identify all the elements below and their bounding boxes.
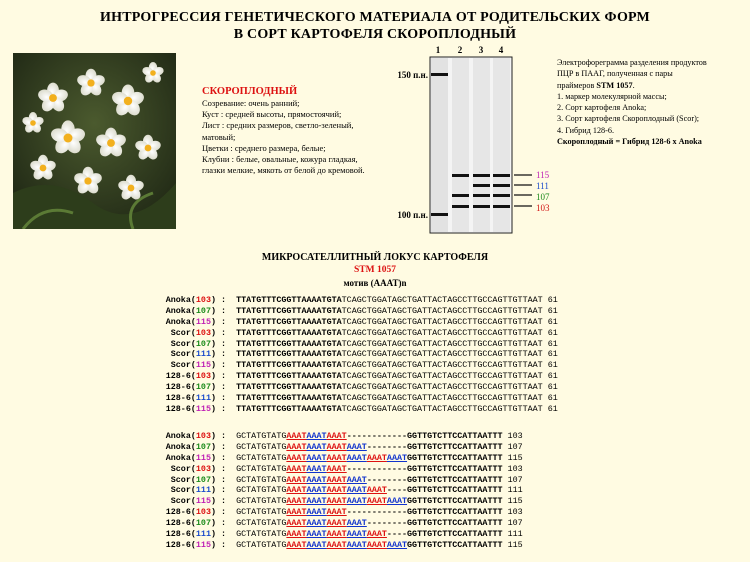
trait-line: глазки мелкие, мякоть от белой до кремовой.	[202, 165, 365, 176]
seq-conserved: TCAGCTGGATAGCTGATTACTAGCCTTGCCAGTTGTTAAT	[341, 349, 543, 360]
sample-label: 128-6(111)	[165, 393, 216, 404]
allele-size: 103	[195, 463, 211, 474]
sample-label: Scor(115)	[170, 496, 216, 507]
seq-suffix: GGTTGTCTTCCATTAATTT	[407, 539, 503, 550]
seq-position: 61	[547, 403, 558, 414]
seq-conserved: TCAGCTGGATAGCTGATTACTAGCCTTGCCAGTTGTTAAT	[341, 360, 543, 371]
separator: :	[216, 360, 237, 371]
sample-name: Scor	[170, 360, 191, 371]
separator: :	[216, 316, 237, 327]
lane-label-1: 1	[435, 45, 441, 55]
seq-conserved-bold: TTATGTTTCGGTTAAAATGTA	[236, 403, 342, 414]
lane-label-3: 3	[478, 45, 484, 55]
repeat-unit: AAAT	[386, 452, 408, 463]
repeat-unit: AAAT	[286, 474, 307, 485]
allele-size: 115	[195, 496, 211, 507]
seq-prefix: GCTATGTATG	[236, 496, 287, 507]
seq-length: 115	[507, 496, 523, 507]
sequence-row	[150, 382, 558, 393]
band-lane4-103	[493, 205, 510, 208]
repeat-unit: AAAT	[326, 485, 347, 496]
seq-conserved: TCAGCTGGATAGCTGATTACTAGCCTTGCCAGTTGTTAAT	[341, 338, 543, 349]
sample-name: Anoka	[165, 305, 191, 316]
sequence-row	[150, 518, 523, 529]
band-lane4-111	[493, 184, 510, 187]
sample-name: Scor	[170, 338, 191, 349]
seq-suffix: GGTTGTCTTCCATTAATTT	[407, 463, 503, 474]
seq-conserved: TCAGCTGGATAGCTGATTACTAGCCTTGCCAGTTGTTAAT	[341, 305, 543, 316]
legend-item: 3. Сорт картофеля Скороплодный (Scor);	[557, 114, 700, 124]
sample-name: Scor	[170, 463, 191, 474]
repeat-unit: AAAT	[346, 539, 367, 550]
seq-position: 61	[547, 316, 558, 327]
seq-conserved-bold: TTATGTTTCGGTTAAAATGTA	[236, 327, 342, 338]
separator: :	[216, 403, 237, 414]
sample-label: Anoka(103)	[165, 295, 216, 305]
allele-size: 103	[195, 327, 211, 338]
repeat-unit: AAAT	[386, 539, 408, 550]
band-label-103: 103	[536, 203, 550, 213]
sample-label: Scor(111)	[170, 349, 216, 360]
sample-name: 128-6	[165, 529, 191, 540]
sample-label: 128-6(111)	[165, 529, 216, 540]
separator: :	[216, 327, 237, 338]
locus-motif: мотив (AAAT)n	[343, 278, 407, 288]
seq-prefix: GCTATGTATG	[236, 463, 287, 474]
seq-length: 115	[507, 452, 523, 463]
marker-band-100	[431, 213, 448, 216]
band-label-115: 115	[536, 170, 550, 180]
sample-name: 128-6	[165, 371, 191, 382]
sample-label: Scor(111)	[170, 485, 216, 496]
sequence-alignment-repeat	[150, 431, 523, 551]
band-lane3-107	[473, 194, 490, 197]
separator: :	[216, 441, 237, 452]
repeat-unit: AAAT	[326, 474, 347, 485]
repeat-unit: AAAT	[306, 474, 327, 485]
seq-length: 115	[507, 539, 523, 550]
allele-size: 103	[195, 295, 211, 305]
repeat-unit: AAAT	[306, 485, 327, 496]
trait-line: матовый;	[202, 131, 236, 142]
sequence-row	[150, 295, 558, 306]
allele-size: 103	[195, 371, 211, 382]
seq-length: 103	[507, 507, 523, 518]
sample-label: Anoka(115)	[165, 452, 216, 463]
band-lane2-115	[452, 174, 469, 177]
sequence-row	[150, 485, 523, 496]
variety-name: СКОРОПЛОДНЫЙ	[202, 86, 298, 97]
repeat-unit: AAAT	[326, 431, 347, 441]
sample-name: Anoka	[165, 431, 191, 441]
allele-size: 115	[195, 452, 211, 463]
sample-label: Anoka(107)	[165, 305, 216, 316]
seq-position: 61	[547, 360, 558, 371]
legend-line: Электрофореграмма разделения продуктов	[557, 58, 707, 67]
repeat-unit: AAAT	[366, 539, 387, 550]
seq-suffix: GGTTGTCTTCCATTAATTT	[407, 474, 503, 485]
sample-label: 128-6(103)	[165, 371, 216, 382]
repeat-unit: AAAT	[326, 529, 347, 540]
repeat-unit: AAAT	[286, 485, 307, 496]
band-label-107: 107	[536, 192, 550, 202]
sample-name: Scor	[170, 349, 191, 360]
band-label-111: 111	[536, 181, 549, 191]
repeat-unit: AAAT	[286, 463, 307, 474]
sample-name: 128-6	[165, 518, 191, 529]
separator: :	[216, 539, 237, 550]
repeat-unit: AAAT	[326, 518, 347, 529]
repeat-unit: AAAT	[346, 518, 367, 529]
repeat-unit: AAAT	[286, 496, 307, 507]
repeat-unit: AAAT	[366, 452, 387, 463]
trait-line: Куст : средней высоты, прямостоячий;	[202, 109, 342, 120]
potato-flower-photo	[13, 53, 176, 229]
separator: :	[216, 507, 237, 518]
sample-label: Anoka(115)	[165, 316, 216, 327]
seq-suffix: GGTTGTCTTCCATTAATTT	[407, 518, 503, 529]
sample-name: 128-6	[165, 507, 191, 518]
separator: :	[216, 496, 237, 507]
seq-length: 111	[507, 485, 523, 496]
seq-suffix: GGTTGTCTTCCATTAATTT	[407, 496, 503, 507]
seq-gap: --------	[366, 474, 408, 485]
sequence-row	[150, 317, 558, 328]
separator: :	[216, 393, 237, 404]
repeat-unit: AAAT	[286, 452, 307, 463]
repeat-unit: AAAT	[326, 463, 347, 474]
locus-name: STM 1057	[354, 265, 396, 275]
page-title-line1: ИНТРОГРЕССИЯ ГЕНЕТИЧЕСКОГО МАТЕРИАЛА ОТ РОДИТЕЛЬСКИХ ФОРМ	[100, 10, 650, 25]
sample-label: Anoka(107)	[165, 441, 216, 452]
repeat-unit: AAAT	[326, 452, 347, 463]
trait-line: Цветки : среднего размера, белые;	[202, 142, 326, 153]
separator: :	[216, 338, 237, 349]
trait-line: Клубни : белые, овальные, кожура гладкая,	[202, 154, 358, 165]
repeat-unit: AAAT	[346, 496, 367, 507]
sample-label: 128-6(115)	[165, 403, 216, 414]
repeat-unit: AAAT	[326, 507, 347, 518]
separator: :	[216, 518, 237, 529]
sample-label: Scor(107)	[170, 474, 216, 485]
seq-conserved-bold: TTATGTTTCGGTTAAAATGTA	[236, 305, 342, 316]
seq-conserved: TCAGCTGGATAGCTGATTACTAGCCTTGCCAGTTGTTAAT	[341, 295, 543, 305]
band-lane4-107	[493, 194, 510, 197]
seq-conserved-bold: TTATGTTTCGGTTAAAATGTA	[236, 295, 342, 305]
gel-legend	[557, 57, 747, 147]
sample-name: Anoka	[165, 316, 191, 327]
sample-name: 128-6	[165, 382, 191, 393]
sample-label: Scor(107)	[170, 338, 216, 349]
seq-suffix: GGTTGTCTTCCATTAATTT	[407, 431, 503, 441]
sequence-alignment-upstream	[150, 295, 558, 415]
repeat-unit: AAAT	[306, 496, 327, 507]
seq-length: 103	[507, 431, 523, 441]
sample-name: Scor	[170, 327, 191, 338]
separator: :	[216, 431, 237, 441]
legend-primers: праймеров STM 1057.	[557, 80, 635, 90]
separator: :	[216, 382, 237, 393]
seq-position: 61	[547, 393, 558, 404]
legend-line: ПЦР в ПААГ, полученная с пары	[557, 69, 673, 79]
repeat-unit: AAAT	[366, 496, 387, 507]
seq-position: 61	[547, 382, 558, 393]
sample-name: 128-6	[165, 393, 191, 404]
seq-conserved: TCAGCTGGATAGCTGATTACTAGCCTTGCCAGTTGTTAAT	[341, 371, 543, 382]
separator: :	[216, 529, 237, 540]
seq-prefix: GCTATGTATG	[236, 474, 287, 485]
sample-label: Scor(103)	[170, 463, 216, 474]
marker-band-150	[431, 73, 448, 76]
sequence-row	[150, 540, 523, 551]
seq-conserved-bold: TTATGTTTCGGTTAAAATGTA	[236, 393, 342, 404]
repeat-unit: AAAT	[366, 529, 387, 540]
seq-prefix: GCTATGTATG	[236, 485, 287, 496]
repeat-unit: AAAT	[306, 463, 327, 474]
repeat-unit: AAAT	[306, 507, 327, 518]
allele-size: 107	[195, 382, 211, 393]
lane-label-2: 2	[457, 45, 463, 55]
sequence-row	[150, 496, 523, 507]
sequence-row	[150, 371, 558, 382]
lane-label-4: 4	[498, 45, 504, 55]
allele-size: 111	[195, 393, 211, 404]
seq-conserved-bold: TTATGTTTCGGTTAAAATGTA	[236, 382, 342, 393]
sequence-row	[150, 404, 558, 415]
repeat-unit: AAAT	[286, 539, 307, 550]
seq-length: 107	[507, 474, 523, 485]
locus-title: МИКРОСАТЕЛЛИТНЫЙ ЛОКУС КАРТОФЕЛЯ	[261, 252, 489, 263]
seq-prefix: GCTATGTATG	[236, 507, 287, 518]
allele-size: 107	[195, 305, 211, 316]
seq-prefix: GCTATGTATG	[236, 441, 287, 452]
sequence-row	[150, 475, 523, 486]
allele-size: 115	[195, 539, 211, 550]
sequence-row	[150, 360, 558, 371]
sample-label: 128-6(107)	[165, 382, 216, 393]
allele-size: 111	[195, 529, 211, 540]
sample-name: 128-6	[165, 403, 191, 414]
sample-name: Scor	[170, 474, 191, 485]
repeat-unit: AAAT	[306, 518, 327, 529]
sequence-row	[150, 442, 523, 453]
allele-size: 111	[195, 349, 211, 360]
seq-conserved-bold: TTATGTTTCGGTTAAAATGTA	[236, 316, 342, 327]
sequence-row	[150, 328, 558, 339]
allele-size: 111	[195, 485, 211, 496]
allele-size: 115	[195, 403, 211, 414]
seq-position: 61	[547, 305, 558, 316]
repeat-unit: AAAT	[286, 431, 307, 441]
sample-label: 128-6(107)	[165, 518, 216, 529]
allele-size: 107	[195, 441, 211, 452]
separator: :	[216, 474, 237, 485]
seq-suffix: GGTTGTCTTCCATTAATTT	[407, 441, 503, 452]
trait-line: Лист : средних размеров, светло-зеленый,	[202, 120, 354, 131]
repeat-unit: AAAT	[346, 441, 367, 452]
separator: :	[216, 349, 237, 360]
seq-length: 103	[507, 463, 523, 474]
sample-name: 128-6	[165, 539, 191, 550]
legend-item: 1. маркер молекулярной массы;	[557, 91, 667, 101]
sample-label: Anoka(103)	[165, 431, 216, 441]
separator: :	[216, 452, 237, 463]
sequence-row	[150, 529, 523, 540]
seq-length: 107	[507, 441, 523, 452]
legend-item: 2. Сорт картофеля Anoka;	[557, 103, 647, 113]
seq-conserved-bold: TTATGTTTCGGTTAAAATGTA	[236, 338, 342, 349]
band-lane3-103	[473, 205, 490, 208]
sample-name: Anoka	[165, 452, 191, 463]
separator: :	[216, 371, 237, 382]
repeat-unit: AAAT	[306, 431, 327, 441]
repeat-unit: AAAT	[286, 529, 307, 540]
seq-gap: ------------	[346, 507, 408, 518]
sequence-row	[150, 507, 523, 518]
sequence-row	[150, 339, 558, 350]
seq-conserved: TCAGCTGGATAGCTGATTACTAGCCTTGCCAGTTGTTAAT	[341, 327, 543, 338]
seq-prefix: GCTATGTATG	[236, 539, 287, 550]
seq-length: 107	[507, 518, 523, 529]
sequence-row	[150, 349, 558, 360]
seq-gap: ------------	[346, 431, 408, 441]
seq-prefix: GCTATGTATG	[236, 518, 287, 529]
repeat-unit: AAAT	[326, 539, 347, 550]
band-lane2-107	[452, 194, 469, 197]
seq-gap: ----	[386, 529, 408, 540]
sample-name: Scor	[170, 496, 191, 507]
seq-suffix: GGTTGTCTTCCATTAATTT	[407, 507, 503, 518]
band-lane2-103	[452, 205, 469, 208]
seq-gap: --------	[366, 441, 408, 452]
separator: :	[216, 305, 237, 316]
seq-position: 61	[547, 349, 558, 360]
sample-name: Anoka	[165, 295, 191, 305]
seq-prefix: GCTATGTATG	[236, 452, 287, 463]
legend-conclusion: Скороплодный = Гибрид 128-6 х Anoka	[557, 137, 702, 147]
seq-conserved-bold: TTATGTTTCGGTTAAAATGTA	[236, 371, 342, 382]
band-lane3-111	[473, 184, 490, 187]
gel-electrophoresis	[390, 43, 560, 243]
repeat-unit: AAAT	[286, 518, 307, 529]
seq-gap: ----	[386, 485, 408, 496]
legend-item: 4. Гибрид 128-6.	[557, 125, 614, 135]
repeat-unit: AAAT	[306, 529, 327, 540]
seq-gap: ------------	[346, 463, 408, 474]
separator: :	[216, 463, 237, 474]
repeat-unit: AAAT	[326, 496, 347, 507]
seq-conserved: TCAGCTGGATAGCTGATTACTAGCCTTGCCAGTTGTTAAT	[341, 316, 543, 327]
allele-size: 107	[195, 338, 211, 349]
seq-position: 61	[547, 327, 558, 338]
sample-label: Scor(103)	[170, 327, 216, 338]
allele-size: 115	[195, 316, 211, 327]
repeat-unit: AAAT	[306, 452, 327, 463]
seq-conserved: TCAGCTGGATAGCTGATTACTAGCCTTGCCAGTTGTTAAT	[341, 393, 543, 404]
seq-prefix: GCTATGTATG	[236, 431, 287, 441]
sample-name: Scor	[170, 485, 191, 496]
seq-position: 61	[547, 295, 558, 305]
sequence-row	[150, 464, 523, 475]
seq-conserved-bold: TTATGTTTCGGTTAAAATGTA	[236, 360, 342, 371]
allele-size: 107	[195, 474, 211, 485]
seq-suffix: GGTTGTCTTCCATTAATTT	[407, 452, 503, 463]
sample-name: Anoka	[165, 441, 191, 452]
repeat-unit: AAAT	[346, 474, 367, 485]
repeat-unit: AAAT	[346, 485, 367, 496]
marker-label-100: 100 п.н.	[397, 210, 428, 220]
separator: :	[216, 485, 237, 496]
trait-line: Созревание: очень ранний;	[202, 98, 300, 108]
repeat-unit: AAAT	[326, 441, 347, 452]
primer-name: STM 1057	[596, 80, 633, 90]
repeat-unit: AAAT	[306, 539, 327, 550]
allele-size: 103	[195, 431, 211, 441]
sample-label: Scor(115)	[170, 360, 216, 371]
sample-label: 128-6(103)	[165, 507, 216, 518]
seq-length: 111	[507, 529, 523, 540]
seq-position: 61	[547, 338, 558, 349]
repeat-unit: AAAT	[286, 507, 307, 518]
sequence-row	[150, 393, 558, 404]
seq-conserved: TCAGCTGGATAGCTGATTACTAGCCTTGCCAGTTGTTAAT	[341, 403, 543, 414]
separator: :	[216, 295, 237, 305]
sequence-row	[150, 306, 558, 317]
repeat-unit: AAAT	[386, 496, 408, 507]
seq-conserved-bold: TTATGTTTCGGTTAAAATGTA	[236, 349, 342, 360]
seq-suffix: GGTTGTCTTCCATTAATTT	[407, 529, 503, 540]
band-lane4-115	[493, 174, 510, 177]
seq-gap: --------	[366, 518, 408, 529]
sequence-row	[150, 453, 523, 464]
seq-position: 61	[547, 371, 558, 382]
band-lane3-115	[473, 174, 490, 177]
seq-suffix: GGTTGTCTTCCATTAATTT	[407, 485, 503, 496]
allele-size: 103	[195, 507, 211, 518]
marker-label-150: 150 п.н.	[397, 70, 428, 80]
repeat-unit: AAAT	[346, 529, 367, 540]
allele-size: 107	[195, 518, 211, 529]
seq-conserved: TCAGCTGGATAGCTGATTACTAGCCTTGCCAGTTGTTAAT	[341, 382, 543, 393]
sequence-row	[150, 431, 523, 442]
repeat-unit: AAAT	[286, 441, 307, 452]
repeat-unit: AAAT	[346, 452, 367, 463]
repeat-unit: AAAT	[306, 441, 327, 452]
page-title-line2: В СОРТ КАРТОФЕЛЯ СКОРОПЛОДНЫЙ	[233, 27, 517, 42]
seq-prefix: GCTATGTATG	[236, 529, 287, 540]
repeat-unit: AAAT	[366, 485, 387, 496]
variety-traits	[202, 98, 397, 176]
sample-label: 128-6(115)	[165, 539, 216, 550]
allele-size: 115	[195, 360, 211, 371]
